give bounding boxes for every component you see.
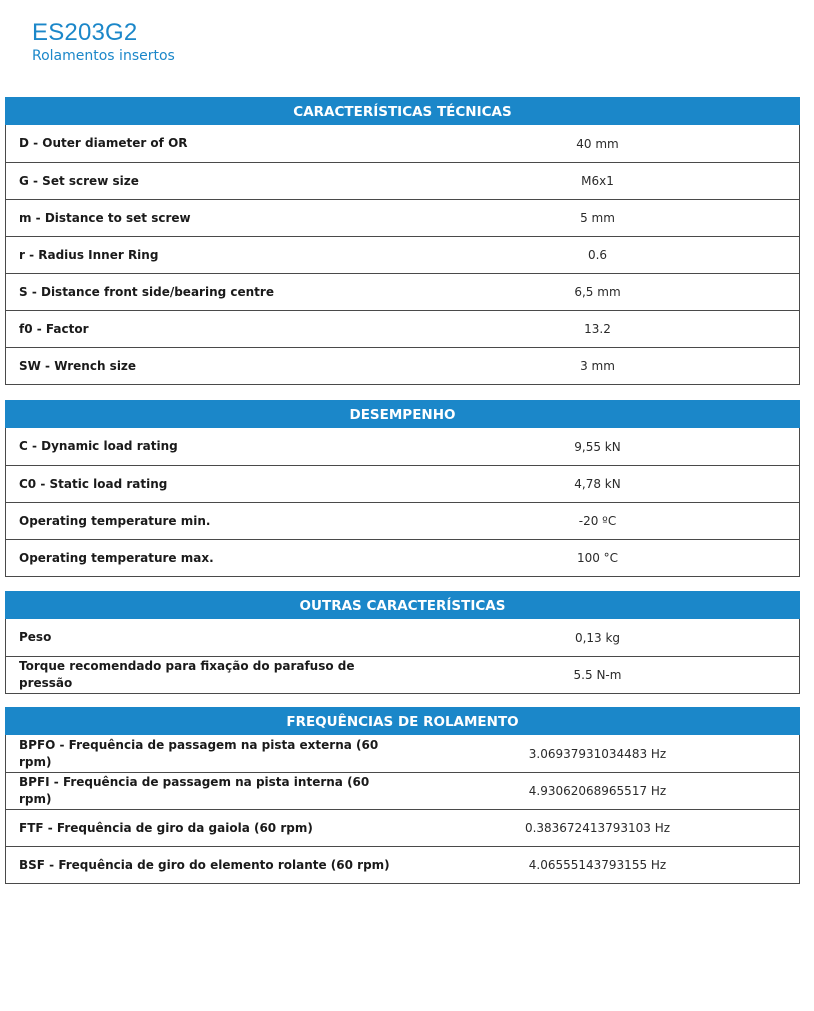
row-label: S - Distance front side/bearing centre (19, 284, 274, 299)
product-title: ES203G2 (32, 19, 138, 46)
row-value: 5 mm (580, 211, 615, 225)
table-row (6, 199, 799, 236)
row-value: 3.06937931034483 Hz (528, 746, 667, 761)
table-row (6, 465, 799, 502)
row-value: 0,13 kg (574, 630, 621, 645)
row-value: 9,55 kN (574, 439, 621, 454)
table-row (6, 735, 799, 772)
row-value: 0.6 (587, 248, 608, 262)
row-label: C - Dynamic load rating (19, 439, 178, 453)
table-row (6, 539, 799, 576)
row-label: BPFI - Frequência de passagem na pista interna (60 rpm) (19, 775, 370, 806)
spec-table (5, 428, 800, 577)
section-bearing-frequencies (5, 707, 800, 884)
row-label: G - Set screw size (19, 173, 139, 188)
row-label: BSF - Frequência de giro do elemento rolante (60 rpm) (19, 857, 390, 872)
table-row (6, 347, 799, 384)
page-header (32, 20, 175, 65)
table-row (6, 772, 799, 809)
section-technical-characteristics (5, 97, 800, 385)
spec-table (5, 619, 800, 694)
table-row (6, 502, 799, 539)
spec-table (5, 125, 800, 385)
section-title: FREQUÊNCIAS DE ROLAMENTO (5, 707, 800, 735)
spec-table (5, 735, 800, 884)
row-label: m - Distance to set screw (19, 210, 191, 225)
section-performance (5, 400, 800, 577)
section-title: CARACTERÍSTICAS TÉCNICAS (5, 97, 800, 125)
table-row (6, 125, 799, 162)
row-value: 3 mm (580, 359, 615, 373)
table-row (6, 428, 799, 465)
row-label: FTF - Frequência de giro da gaiola (60 rpm) (19, 820, 313, 835)
row-value: 6,5 mm (574, 285, 621, 299)
product-subtitle: Rolamentos insertos (32, 48, 175, 64)
row-label: SW - Wrench size (19, 358, 137, 373)
row-value: -20 ºC (578, 514, 617, 528)
row-value: 5.5 N-m (573, 668, 622, 682)
row-value: 40 mm (576, 136, 619, 151)
row-label: f0 - Factor (19, 321, 89, 336)
row-value: 100 °C (576, 551, 619, 565)
row-value: M6x1 (581, 174, 614, 188)
table-row (6, 162, 799, 199)
section-title: OUTRAS CARACTERÍSTICAS (5, 591, 800, 619)
table-row (6, 310, 799, 347)
section-title: DESEMPENHO (5, 400, 800, 428)
row-value: 0.383672413793103 Hz (524, 821, 671, 835)
table-row (6, 846, 799, 883)
row-value: 4.93062068965517 Hz (528, 784, 667, 798)
row-label: BPFO - Frequência de passagem na pista externa (60 rpm) (19, 737, 379, 769)
table-row (6, 236, 799, 273)
row-value: 4,78 kN (574, 477, 621, 491)
row-label: Peso (19, 630, 52, 644)
section-other-characteristics (5, 591, 800, 694)
row-value: 4.06555143793155 Hz (528, 858, 667, 872)
table-row (6, 273, 799, 310)
row-label: Torque recomendado para fixação do parafuso de pressão (19, 659, 355, 690)
row-label: r - Radius Inner Ring (19, 247, 159, 262)
table-row (6, 656, 799, 693)
row-label: D - Outer diameter of OR (19, 136, 188, 150)
row-label: Operating temperature max. (19, 550, 214, 565)
table-row (6, 619, 799, 656)
row-label: C0 - Static load rating (19, 476, 168, 491)
row-label: Operating temperature min. (19, 513, 211, 528)
table-row (6, 809, 799, 846)
row-value: 13.2 (584, 322, 611, 336)
